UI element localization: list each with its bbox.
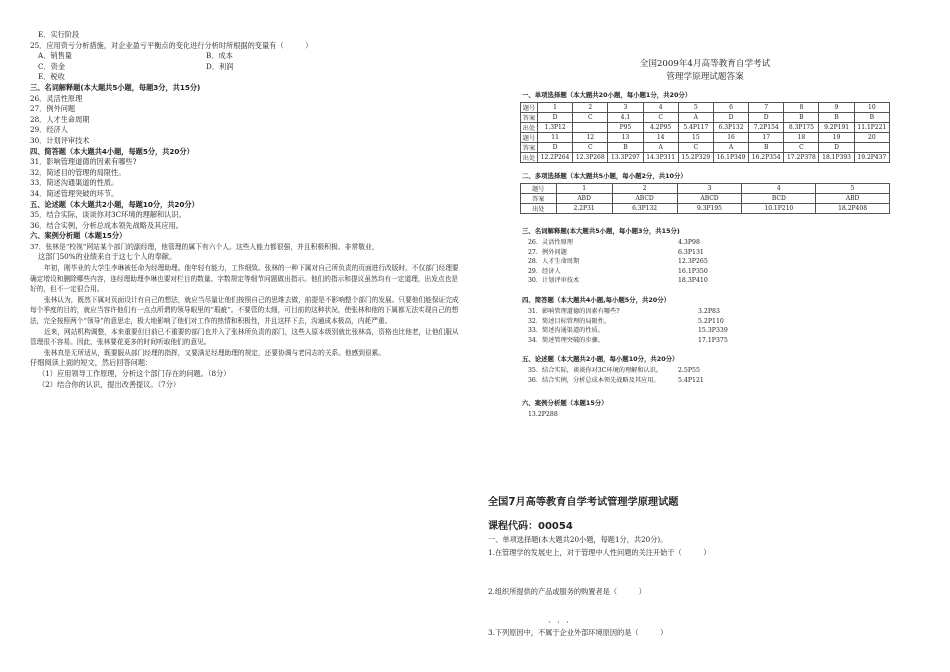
multiple-choice-row-header: 题号 xyxy=(521,184,557,194)
july-question-2: 2.组织所提供的产品或服务的购置者是（ ） xyxy=(488,587,646,596)
single-choice-cell: B xyxy=(854,113,889,123)
single-choice-cell: 16.1P349 xyxy=(713,153,748,163)
question-36: 36．结合实例，分析总成本领先战略及其应用。 xyxy=(30,220,183,230)
multiple-choice-cell: ABCD xyxy=(612,194,677,204)
answer-question-text: 36．结合实例，分析总成本领先战略及其应用。 xyxy=(528,376,660,384)
july-question-3: 3.下列原因中，不属于企业外部环境原因的是（ ） xyxy=(488,628,668,637)
answer-list-item xyxy=(528,366,890,376)
single-choice-cell: D xyxy=(819,143,854,153)
section-5-heading: 五、论述题（本大题共2小题，每题10分，共20分） xyxy=(30,199,199,209)
single-choice-cell: 1 xyxy=(537,103,572,113)
answer-list-4 xyxy=(528,307,890,345)
single-choice-row xyxy=(521,123,890,133)
answer-question-text: 34．简述管理突破的步骤。 xyxy=(528,336,604,344)
answer-list-item xyxy=(528,238,890,248)
single-choice-row-header: 题号 xyxy=(521,103,538,113)
multiple-choice-cell: 3 xyxy=(677,184,742,194)
answer-reference: 2.5P55 xyxy=(678,367,700,375)
answer-section-4-heading: 四、简答题（本大题共4小题,每小题5分，共20分） xyxy=(522,295,671,304)
answer-list-item xyxy=(528,336,890,346)
single-choice-cell: 8 xyxy=(784,103,819,113)
question-35: 35．结合实际，谈谈你对3C环境的理解和认识。 xyxy=(30,210,186,220)
single-choice-cell: 4.1 xyxy=(608,113,643,123)
single-choice-row-header: 答案 xyxy=(521,143,538,153)
single-choice-row-header: 答案 xyxy=(521,113,538,123)
answer-list-5 xyxy=(528,366,890,385)
answer-list-item xyxy=(528,307,890,317)
answer-key xyxy=(520,58,890,419)
multiple-choice-cell: ABD xyxy=(556,194,612,204)
case-paragraph-2: 张林认为，既然下属对页面设计有自己的想法，就应当尽量让他们按照自己的思维去做，前提是不影响整个部门的发展。只要他们能保证完成每个季度的目的，就应当容许他们有一点点所谓的领导眼里的“瑕疵”。不要管的太细，可目前的这种状况，使张林和他的下属都无法实现自己的想法，完全按照两个“领导”的意思走，极大地影响了他们对工作的热情和积极性，并且这样下去，沟通成本极高，内耗严重。 xyxy=(30,295,459,326)
multiple-choice-cell: 9.3P195 xyxy=(677,204,742,214)
multiple-choice-cell: ABD xyxy=(816,194,890,204)
question-37-line1: 37．张林是“校视”网站某个部门的副经理，他管理的属下有六个人。这些人能力都很强，并且积极积极、非常敬业， xyxy=(30,242,379,251)
multiple-choice-row xyxy=(521,204,890,214)
question-27: 27．例外问题 xyxy=(30,104,76,114)
answer-key-title-1: 全国2009年4月高等教育自学考试 xyxy=(639,59,771,69)
multiple-choice-cell: 18.2P408 xyxy=(816,204,890,214)
answer-list-item xyxy=(528,267,890,277)
single-choice-cell: C xyxy=(573,143,608,153)
answer-reference: 5.4P121 xyxy=(678,376,704,384)
single-choice-row xyxy=(521,153,890,163)
single-choice-cell: 1.3P12 xyxy=(537,123,572,133)
multiple-choice-cell: ABCD xyxy=(677,194,742,204)
single-choice-cell: 14.3P311 xyxy=(643,153,678,163)
multiple-choice-cell: 2 xyxy=(612,184,677,194)
single-choice-cell: D xyxy=(537,143,572,153)
question-32: 32．简述目的管理的局限性。 xyxy=(30,167,126,177)
single-choice-cell: A xyxy=(643,143,678,153)
answer-question-text: 27．例外问题 xyxy=(528,248,567,256)
answer-list-item xyxy=(528,317,890,327)
emphasis-dots: · · · xyxy=(548,618,571,627)
single-choice-cell xyxy=(854,143,889,153)
single-choice-cell: 9.2P191 xyxy=(819,123,854,133)
single-choice-cell: 8.3P175 xyxy=(784,123,819,133)
single-choice-cell: B xyxy=(784,113,819,123)
case-paragraph-4: 张林真是无所适从，既要服从部门经理的指挥，又要满足经理助理的规定，还要协调与老同志的关系。他感到很累。 xyxy=(44,348,386,357)
answer-reference: 16.1P350 xyxy=(678,267,708,275)
single-choice-cell: 7 xyxy=(749,103,784,113)
single-choice-cell: 12.2P264 xyxy=(537,153,572,163)
single-choice-cell: D xyxy=(749,113,784,123)
answer-section-5-heading: 五、论述题（本大题共2小题，每小题10分，共20分） xyxy=(522,355,679,364)
single-choice-cell: 17.2P378 xyxy=(784,153,819,163)
case-instruction: 仔细阅读上面的短文，然后回答问题： xyxy=(30,358,153,368)
single-choice-cell: 13 xyxy=(608,133,643,143)
july-exam-section xyxy=(488,497,928,639)
answer-list-item xyxy=(528,376,890,386)
multiple-choice-cell: 6.3P132 xyxy=(612,204,677,214)
question-30: 30．计划评审技术 xyxy=(30,135,90,145)
answer-section-6-heading: 六、案例分析题（本题15分） xyxy=(522,398,608,407)
answer-question-text: 31．影响管理道德的因素有哪些? xyxy=(528,307,620,315)
single-choice-cell: 17 xyxy=(749,133,784,143)
single-choice-answer-table xyxy=(520,102,890,163)
single-choice-cell: 12.3P268 xyxy=(573,153,608,163)
answer-question-text: 29．经济人 xyxy=(528,267,561,275)
single-choice-cell: 4.2P95 xyxy=(643,123,678,133)
july-exam-title: 全国7月高等教育自学考试管理学原理试题 xyxy=(488,497,679,508)
answer-reference: 5.2P110 xyxy=(698,317,724,325)
july-section-1-heading: 一、单项选择题(本大题共20小题，每题1分，共20分)。 xyxy=(488,535,668,544)
single-choice-cell: B xyxy=(819,113,854,123)
single-choice-cell: C xyxy=(784,143,819,153)
answer-question-text: 35．结合实际，谈谈你对3C环境的理解和认识。 xyxy=(528,367,663,375)
case-paragraph-3: 近来，网站机构调整，本来重要但目前已不重要的部门也并入了张林所负责的部门，这些人原本级别就比张林高，资格也比他老，让他们服从管理很不容易。因此，张林要花更多的时间听取他们的意见。 xyxy=(30,327,459,347)
single-choice-cell: D xyxy=(713,113,748,123)
section-4-heading: 四、简答题（本大题共4小题，每题5分，共20分） xyxy=(30,146,194,156)
answer-question-text: 32．简述目标管理的局限性。 xyxy=(528,317,611,325)
single-choice-row-header: 出处 xyxy=(521,153,538,163)
case-subquestion-2: （2）结合你的认识，提出改善提议。（7分） xyxy=(38,379,181,389)
single-choice-cell: 6 xyxy=(713,103,748,113)
answer-reference: 17.1P375 xyxy=(698,336,728,344)
multiple-choice-row xyxy=(521,194,890,204)
single-choice-cell xyxy=(573,123,608,133)
single-choice-cell: 12 xyxy=(573,133,608,143)
single-choice-cell: P95 xyxy=(608,123,643,133)
multiple-choice-cell: BCD xyxy=(742,194,816,204)
q25-option-b: B．成本 xyxy=(206,51,233,61)
answer-question-text: 26．灵活性原理 xyxy=(528,239,573,246)
single-choice-cell: 13.3P297 xyxy=(608,153,643,163)
answer-list-item xyxy=(528,326,890,336)
single-choice-cell: 9 xyxy=(819,103,854,113)
single-choice-cell: C xyxy=(573,113,608,123)
single-choice-cell: 20 xyxy=(854,133,889,143)
single-choice-cell: 19.2P437 xyxy=(854,153,889,163)
answer-reference: 4.3P98 xyxy=(678,239,700,246)
single-choice-cell: 16.2P354 xyxy=(749,153,784,163)
answer-list-item xyxy=(528,257,890,267)
answer-question-text: 30．计划评审技术 xyxy=(528,277,580,285)
single-choice-cell: 10 xyxy=(854,103,889,113)
answer-reference: 15.3P339 xyxy=(698,327,728,335)
answer-section-6-reference: 13.2P288 xyxy=(528,410,558,418)
question-31: 31．影响管理道德的因素有哪些? xyxy=(30,157,137,167)
single-choice-cell: 11 xyxy=(537,133,572,143)
single-choice-cell: A xyxy=(713,143,748,153)
question-26: 26．灵活性原理 xyxy=(30,93,83,103)
july-question-1: 1.在管理学的发展史上，对于管理中人性问题的关注开始于（ ） xyxy=(488,548,711,557)
answer-question-text: 28．人才生命周期 xyxy=(528,258,580,266)
multiple-choice-cell: 5 xyxy=(816,184,890,194)
answer-reference: 3.2P83 xyxy=(698,307,720,315)
single-choice-row xyxy=(521,143,890,153)
answer-reference: 12.3P265 xyxy=(678,258,708,266)
answer-question-text: 33．简述沟通渠道的性质。 xyxy=(528,327,604,335)
single-choice-row xyxy=(521,113,890,123)
section-6-heading: 六、案例分析题（本题15分） xyxy=(30,231,127,241)
answer-section-1-heading: 一、单项选择题（本大题共20小题，每小题1分，共20分） xyxy=(522,91,692,99)
multiple-choice-cell: 4 xyxy=(742,184,816,194)
single-choice-cell: 18.1P393 xyxy=(819,153,854,163)
answer-section-3-heading: 三、名词解释题(本大题共5小题，每小题3分，共15分) xyxy=(522,227,680,235)
single-choice-cell: 11.1P221 xyxy=(854,123,889,133)
q25-option-a: A．销售量 xyxy=(38,51,72,61)
single-choice-row xyxy=(521,133,890,143)
single-choice-cell: 7.2P154 xyxy=(749,123,784,133)
q25-options-row-1 xyxy=(30,51,460,62)
single-choice-cell: 6.3P132 xyxy=(713,123,748,133)
exam-questions-left xyxy=(30,30,460,390)
single-choice-row-header: 题号 xyxy=(521,133,538,143)
question-28: 28．人才生命周期 xyxy=(30,114,90,124)
single-choice-cell: 5.4P117 xyxy=(678,123,713,133)
multiple-choice-answer-table xyxy=(520,183,890,214)
multiple-choice-row-header: 答案 xyxy=(521,194,557,204)
multiple-choice-cell: 2.2P31 xyxy=(556,204,612,214)
answer-list-3 xyxy=(528,238,890,286)
q25-option-d: D．利润 xyxy=(206,61,234,71)
question-29: 29．经济人 xyxy=(30,125,68,135)
single-choice-row xyxy=(521,103,890,113)
case-paragraph-1: 年初，刚毕业的大学生李琳被任命为经理助理。他年轻有能力，工作细致。张林的一种下属对自己所负责的页面进行改版时，不仅部门经理要确定增设和删除哪些内容，连经理助理李琳也要对栏目的数量、字数规定等细节问题做出指示。他们的指示和提议虽然均有一定道理，出发点也是好的，但不一定很合用。 xyxy=(30,264,459,294)
single-choice-cell: 15 xyxy=(678,133,713,143)
single-choice-cell: 5 xyxy=(678,103,713,113)
single-choice-cell: 4 xyxy=(643,103,678,113)
multiple-choice-row xyxy=(521,184,890,194)
answer-section-2-heading: 二、多项选择题（本大题共5小题，每小题2分，共10分） xyxy=(522,172,687,180)
single-choice-cell: 3 xyxy=(608,103,643,113)
single-choice-cell: 19 xyxy=(819,133,854,143)
single-choice-cell: 14 xyxy=(643,133,678,143)
multiple-choice-cell: 10.1P210 xyxy=(742,204,816,214)
answer-key-title-2: 管理学原理试题答案 xyxy=(666,72,744,82)
answer-list-item xyxy=(528,248,890,258)
question-34: 34．简述管理突破的环节。 xyxy=(30,188,119,198)
single-choice-cell: C xyxy=(643,113,678,123)
answer-reference: 6.3P131 xyxy=(678,248,704,256)
question-37-line2: 这部门50%的业绩来自于这七个人的奉献。 xyxy=(38,252,177,262)
single-choice-cell: 16 xyxy=(713,133,748,143)
single-choice-row-header: 出处 xyxy=(521,123,538,133)
answer-reference: 18.3P410 xyxy=(678,277,708,285)
multiple-choice-row-header: 出处 xyxy=(521,204,557,214)
question-33: 33．简述沟通渠道的性质。 xyxy=(30,178,119,188)
q25-option-c: C．资金 xyxy=(38,61,66,71)
single-choice-cell: D xyxy=(537,113,572,123)
single-choice-cell: B xyxy=(749,143,784,153)
section-3-heading: 三、名词解释题(本大题共5小题，每题3分，共15分) xyxy=(30,82,201,92)
multiple-choice-cell: 1 xyxy=(556,184,612,194)
option-e-line: E．实行阶段 xyxy=(38,30,80,39)
single-choice-cell: B xyxy=(608,143,643,153)
course-code: 课程代码：00054 xyxy=(488,521,573,532)
q25-options-row-2 xyxy=(30,62,460,73)
question-25: 25．应用资亏分析措施，对企业盈亏平衡点的变化进行分析时所根据的变量有（ ） xyxy=(30,40,313,50)
single-choice-cell: A xyxy=(678,113,713,123)
single-choice-cell: C xyxy=(678,143,713,153)
case-subquestion-1: （1）应用领导工作原理，分析这个部门存在的问题。（8分） xyxy=(38,369,231,378)
q25-option-e: E．税收 xyxy=(38,72,65,82)
single-choice-cell: 2 xyxy=(573,103,608,113)
answer-list-item xyxy=(528,276,890,286)
single-choice-cell: 15.2P329 xyxy=(678,153,713,163)
single-choice-cell: 18 xyxy=(784,133,819,143)
